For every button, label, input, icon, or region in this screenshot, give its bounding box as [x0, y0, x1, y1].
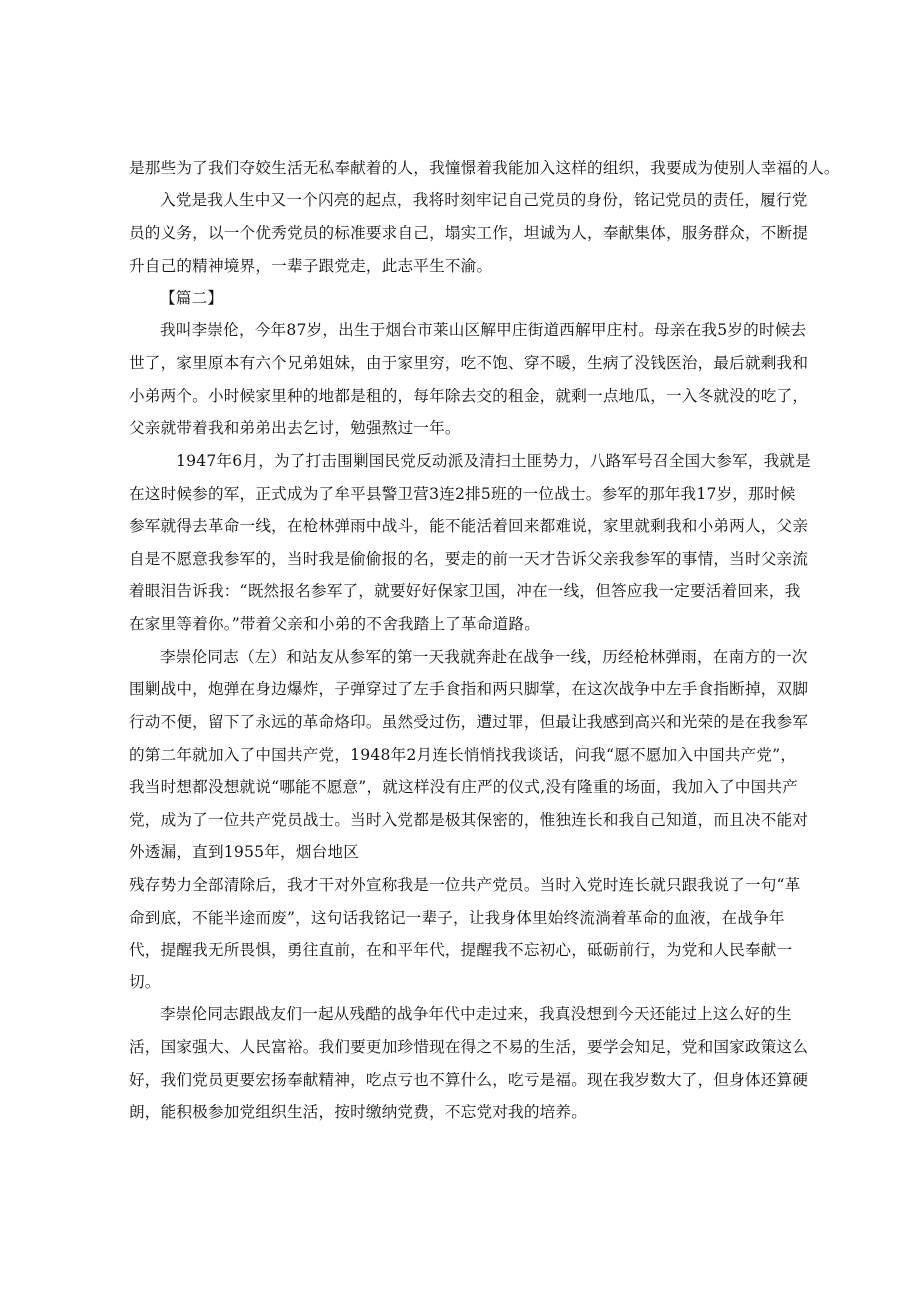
paragraph-line: 外透漏，直到1955年，烟台地区 [129, 843, 360, 861]
paragraph-line: 李崇伦同志（左）和站友从参军的第一天我就奔赴在战争一线，历经枪林弹雨，在南方的一次 [160, 648, 808, 666]
paragraph-line: 残存势力全部清除后，我才干对外宣称我是一位共产党员。当时入党时连长就只跟我说了一句“革 [129, 876, 801, 894]
section-heading: 【篇二】 [160, 289, 224, 307]
paragraph-line: 父亲就带着我和弟弟出去乞讨，勉强熬过一年。 [129, 419, 461, 437]
paragraph-line: 的第二年就加入了中国共产党，1948年2月连长悄悄找我谈话，问我“愿不愿加入中国共产党”， [129, 746, 797, 764]
paragraph-line: 入党是我人生中又一个闪亮的起点，我将时刻牢记自己党员的身份，铭记党员的责任，履行党 [160, 191, 808, 209]
paragraph-line: 员的义务，以一个优秀党员的标准要求自己，塌实工作，坦诚为人，奉献集体，服务群众，不断提 [129, 224, 809, 242]
paragraph-line: 围剿战中，炮弹在身边爆炸，子弹穿过了左手食指和两只脚掌，在这次战争中左手食指断掉，双脚 [129, 680, 809, 698]
paragraph-line: 自是不愿意我参军的，当时我是偷偷报的名，要走的前一天才告诉父亲我参军的事情，当时父亲流 [129, 550, 809, 568]
paragraph-line: 我当时想都没想就说“哪能不愿意”，就这样没有庄严的仪式,没有隆重的场面，我加入了中国共产 [129, 778, 799, 796]
paragraph-line: 世了，家里原本有六个兄弟姐妹，由于家里穷，吃不饱、穿不暖，生病了没钱医治，最后就剩我和 [129, 354, 809, 372]
paragraph-line: 命到底，不能半途而废”，这句话我铭记一辈子，让我身体里始终流淌着革命的血液，在战争年 [129, 909, 785, 927]
paragraph-line: 行动不便，留下了永远的革命烙印。虽然受过伤，遭过罪，但最让我感到高兴和光荣的是在我参军 [129, 713, 809, 731]
paragraph-line: 参军就得去革命一线，在枪林弹雨中战斗，能不能活着回来都难说，家里就剩我和小弟两人，父亲 [129, 517, 809, 535]
paragraph-line: 党，成为了一位共产党员战士。当时入党都是极其保密的，惟独连长和我自己知道，而且决不能对 [129, 811, 809, 829]
paragraph-line: 在这时候参的军，正式成为了牟平县警卫营3连2排5班的一位战士。参军的那年我17岁，那时候 [129, 485, 796, 503]
paragraph-line: 好，我们党员更要宏扬奉献精神，吃点亏也不算什么，吃亏是福。现在我岁数大了，但身体还算硬 [129, 1071, 809, 1089]
paragraph-line: 在家里等着你。”带着父亲和小弟的不舍我踏上了革命道路。 [129, 615, 541, 633]
paragraph-line: 是那些为了我们夺姣生活无私奉献着的人，我憧憬着我能加入这样的组织，我要成为使别人幸福的人。 [129, 159, 840, 177]
paragraph-line: 我叫李崇伦，今年87岁，出生于烟台市莱山区解甲庄街道西解甲庄村。母亲在我5岁的时候去 [160, 321, 807, 339]
paragraph-line: 着眼泪告诉我：“既然报名参军了，就要好好保家卫国，冲在一线，但答应我一定要活着回来，我 [129, 582, 801, 600]
paragraph-line: 升自己的精神境界，一辈子跟党走，此志平生不渝。 [129, 257, 493, 275]
paragraph-line: 切。 [129, 973, 161, 991]
paragraph-line: 代，提醒我无所畏惧，勇往直前，在和平年代，提醒我不忘初心，砥砺前行，为党和人民奉献一 [129, 941, 793, 959]
paragraph-line: 小弟两个。小时候家里种的地都是租的，每年除去交的租金，就剩一点地瓜，一入冬就没的吃了， [129, 387, 809, 405]
paragraph-line: 1947年6月，为了打击围剿国民党反动派及清扫土匪势力，八路军号召全国大参军，我就是 [176, 452, 811, 470]
paragraph-line: 朗，能积极参加党组织生活，按时缴纳党费，不忘党对我的培养。 [129, 1103, 588, 1121]
paragraph-line: 活，国家强大、人民富裕。我们要更加珍惜现在得之不易的生活，要学会知足，党和国家政策这么 [129, 1038, 809, 1056]
paragraph-line: 李崇伦同志跟战友们一起从残酷的战争年代中走过来，我真没想到今天还能过上这么好的生 [160, 1005, 792, 1023]
